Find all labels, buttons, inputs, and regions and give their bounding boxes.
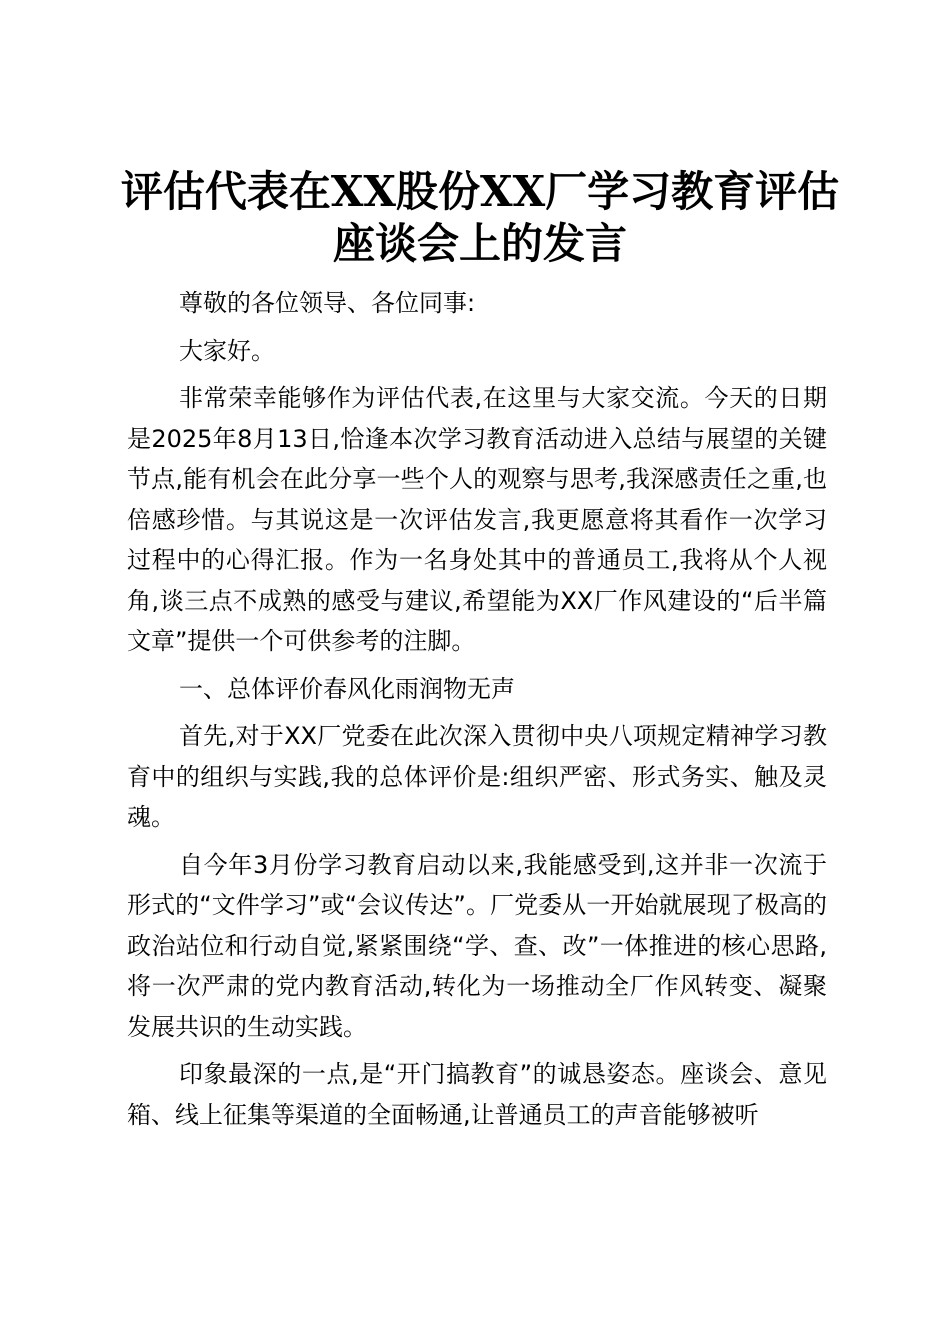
document-body [127,283,827,1135]
salutation: 尊敬的各位领导、各位同事: [179,289,476,317]
title-line-2: 座谈会上的发言 [332,219,627,268]
intro-paragraph: 非常荣幸能够作为评估代表,在这里与大家交流。今天的日期是2025年8月13日,恰逢本次学习教育活动进入总结与展望的关键节点,能有机会在此分享一些个人的观察与思考,我深感责任之重,也倍感珍惜。与其说这是一次评估发言,我更愿意将其看作一次学习过程中的心得汇报。作为一名身处其中的普通员工,我将从个人视角,谈三点不成熟的感受与建议,希望能为XX厂作风建设的“后半篇文章”提供一个可供参考的注脚。 [127,384,827,655]
section-heading-1: 一、总体评价春风化雨润物无声 [179,674,515,703]
title-line-1: 评估代表在XX股份XX厂学习教育评估 [120,167,840,216]
paragraph-open-door: 印象最深的一点,是“开门搞教育”的诚恳姿态。座谈会、意见箱、线上征集等渠道的全面畅通,让普通员工的声音能够被听 [127,1060,827,1129]
paragraph-overall-evaluation: 首先,对于XX厂党委在此次深入贯彻中央八项规定精神学习教育中的组织与实践,我的总体评价是:组织严密、形式务实、触及灵魂。 [127,722,827,831]
paragraph-since-march: 自今年3月份学习教育启动以来,我能感受到,这并非一次流于形式的“文件学习”或“会议传达”。厂党委从一开始就展现了极高的政治站位和行动自觉,紧紧围绕“学、查、改”一体推进的核心思路,将一次严肃的党内教育活动,转化为一场推动全厂作风转变、凝聚发展共识的生动实践。 [127,850,827,1041]
document-title [100,166,860,270]
greeting: 大家好。 [179,336,275,365]
